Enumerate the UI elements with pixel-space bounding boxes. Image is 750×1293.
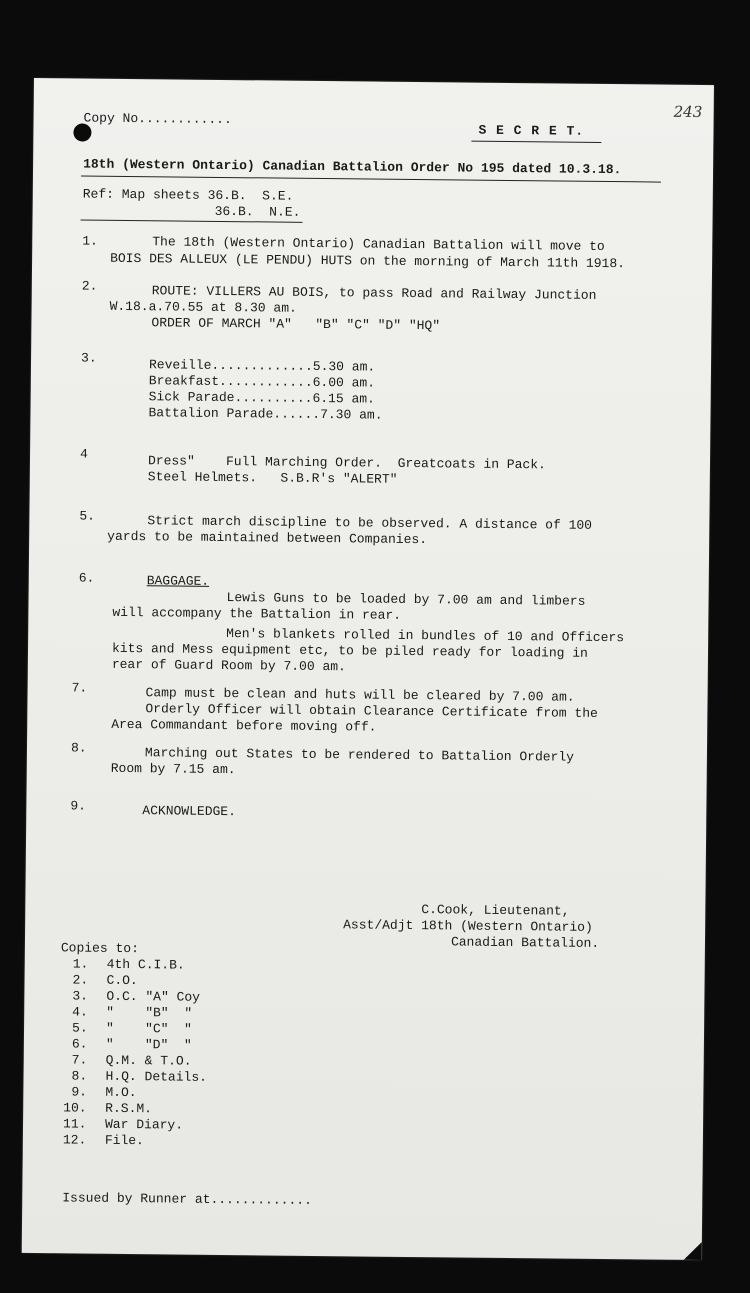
para-5-line: yards to be maintained between Companies. <box>107 528 428 548</box>
schedule-line: Breakfast............6.00 am. <box>148 373 376 391</box>
page-corner-fold <box>684 1242 702 1260</box>
signature-role: Asst/Adjt 18th (Western Ontario) <box>343 917 593 935</box>
copy-item-number: 10. <box>63 1100 87 1116</box>
para-6-line: kits and Mess equipment etc, to be piled ready for loading in <box>111 640 588 661</box>
para-8-line: Marching out States to be rendered to Battalion Orderly <box>144 745 575 765</box>
schedule-line: Battalion Parade......7.30 am. <box>148 405 383 423</box>
issued-by-runner: Issued by Runner at............. <box>62 1190 312 1208</box>
para-8-number: 8. <box>70 740 87 756</box>
copy-item-recipient: C.O. <box>106 972 138 989</box>
copy-item-number: 2. <box>72 972 89 988</box>
copy-item-recipient: " "D" " <box>105 1036 192 1053</box>
copy-number: Copy No............ <box>83 110 232 128</box>
para-5-line: Strict march discipline to be observed. A distance of 100 <box>147 513 593 533</box>
para-6-number: 6. <box>78 570 95 586</box>
classification-underline <box>471 141 601 143</box>
copy-item-recipient: O.C. "A" Coy <box>106 988 201 1005</box>
copy-item-number: 11. <box>62 1116 87 1132</box>
copy-item-number: 12. <box>62 1132 87 1148</box>
order-title: 18th (Western Ontario) Canadian Battalion Order No 195 dated 10.3.18. <box>83 156 622 178</box>
copy-item-recipient: " "B" " <box>106 1004 193 1021</box>
copy-item-number: 7. <box>71 1052 88 1068</box>
signature-name: C.Cook, Lieutenant, <box>421 902 570 919</box>
copy-item-recipient: M.O. <box>105 1084 137 1101</box>
signature-unit: Canadian Battalion. <box>450 934 600 951</box>
para-9-number: 9. <box>70 798 87 814</box>
map-reference: Ref: Map sheets 36.B. S.E. <box>82 186 294 204</box>
schedule-line: Sick Parade..........6.15 am. <box>148 389 375 407</box>
page-number: 243 <box>673 102 703 121</box>
copy-item-recipient: H.Q. Details. <box>105 1068 208 1085</box>
copy-item-recipient: War Diary. <box>104 1116 184 1133</box>
para-2-line: ROUTE: VILLERS AU BOIS, to pass Road and Railway Junction <box>151 283 597 303</box>
copy-item-number: 4. <box>72 1004 88 1020</box>
para-8-line: Room by 7.15 am. <box>110 760 236 778</box>
copy-item-recipient: " "C" " <box>105 1020 192 1037</box>
acknowledge: ACKNOWLEDGE. <box>142 803 237 820</box>
copies-heading: Copies to: <box>60 940 139 957</box>
para-2-number: 2. <box>81 278 98 294</box>
copy-item-recipient: File. <box>104 1132 144 1149</box>
copy-item-recipient: Q.M. & T.O. <box>105 1052 192 1069</box>
document-page <box>22 78 714 1260</box>
copy-item-recipient: 4th C.I.B. <box>106 956 185 973</box>
para-7-number: 7. <box>71 680 88 696</box>
copy-item-number: 5. <box>71 1020 88 1036</box>
para-1-line: The 18th (Western Ontario) Canadian Battalion will move to <box>152 234 605 254</box>
para-4-line: Steel Helmets. S.B.R's "ALERT" <box>147 469 398 487</box>
copy-item-number: 3. <box>72 988 89 1004</box>
para-4-line: Dress" Full Marching Order. Greatcoats in Pack. <box>147 453 546 473</box>
para-7-line: Area Commandant before moving off. <box>111 716 377 735</box>
para-1-number: 1. <box>82 233 98 249</box>
copy-item-number: 6. <box>71 1036 88 1052</box>
schedule-line: Reveille.............5.30 am. <box>148 357 376 375</box>
para-5-number: 5. <box>79 508 96 524</box>
para-6-line: rear of Guard Room by 7.00 am. <box>111 656 346 675</box>
para-2-line: W.18.a.70.55 at 8.30 am. <box>109 298 297 316</box>
baggage-heading: BAGGAGE. <box>146 573 210 589</box>
map-reference-line2: 36.B. N.E. <box>214 203 301 220</box>
para-6-line: Men's blankets rolled in bundles of 10 and Officers <box>226 626 625 646</box>
classification: S E C R E T. <box>478 122 585 139</box>
copy-item-number: 1. <box>72 956 89 972</box>
para-7-line: Orderly Officer will obtain Clearance Certificate from the <box>145 701 598 721</box>
para-2-line: ORDER OF MARCH "A" "B" "C" "D" "HQ" <box>151 315 441 334</box>
para-7-line: Camp must be clean and huts will be cleared by 7.00 am. <box>145 685 575 705</box>
copy-item-number: 8. <box>71 1068 88 1084</box>
para-1-line: BOIS DES ALLEUX (LE PENDU) HUTS on the morning of March 11th 1918. <box>110 250 626 272</box>
para-6-line: Lewis Guns to be loaded by 7.00 am and limbers <box>226 590 586 609</box>
copy-item-recipient: R.S.M. <box>105 1100 153 1117</box>
para-6-line: will accompany the Battalion in rear. <box>112 604 402 623</box>
para-4-number: 4 <box>79 446 88 462</box>
copy-item-number: 9. <box>71 1084 88 1100</box>
para-3-number: 3. <box>80 350 97 366</box>
